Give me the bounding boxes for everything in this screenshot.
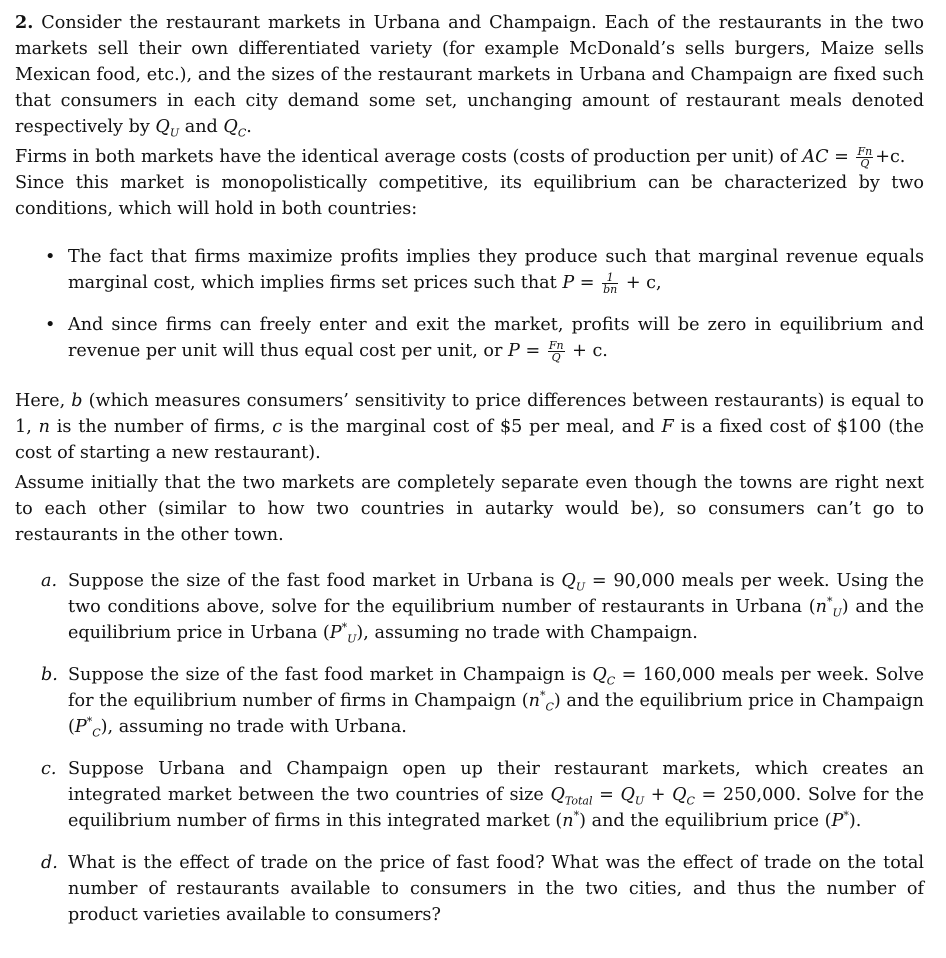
cost-paragraph: Firms in both markets have the identical average costs (costs of production per unit) of AC = $\frac{Fn}{Q}$ +c. Since this market is monopolistically competitive, its equilibrium can be characterized by two conditions, which will hold in both countries: (15, 144, 924, 219)
condition-item: • The fact that firms maximize profits implies they produce such that marginal revenue equals marginal cost, which implies firms set prices such that P = $\frac{1}{bn}$ + c, (15, 244, 924, 296)
question-parts (15, 568, 924, 928)
conditions-list (15, 244, 924, 364)
ac-symbol: AC (802, 147, 829, 167)
zero-profit-fraction: $\frac{Fn}{Q}$ (548, 338, 564, 364)
bullet-icon: • (45, 247, 56, 267)
question-part-d: d. What is the effect of trade on the price of fast food? What was the effect of trade on the total number of restaurants available to consumers in the two cities, and thus the number of product varieties available to consumers? (41, 853, 924, 925)
question-part-b: b. Suppose the size of the fast food market in Champaign is $Q_C = 160,000$ meals per week. Solve for the equilibrium number of firms in Champaign $(n^*_C)$ and the equilibrium price in Champaign $(P^*_C)$, assuming no trade with Urbana. (41, 665, 924, 740)
equilibrium-text: Since this market is monopolistically competitive, its equilibrium can be characterized by two conditions, which will hold in both countries: (15, 173, 924, 219)
average-cost-fraction: $\frac{Fn}{Q}$ (857, 144, 873, 170)
problem-intro: 2. Consider the restaurant markets in Urbana and Champaign. Each of the restaurants in the two markets sell their own differentiated variety (for example McDonald’s sells burgers, Maize sells Mexican food, etc.), and the sizes of the restaurant markets in Urbana and Champaign are fixed such that consumers in each city demand some set, unchanging amount of restaurant meals denoted respectively by $Q_U$ and $Q_C$. (15, 12, 924, 140)
markup-fraction: $\frac{1}{bn}$ (603, 270, 618, 296)
question-part-c: c. Suppose Urbana and Champaign open up their restaurant markets, which creates an integrated market between the two countries of size $Q_{Total} = Q_U + Q_C = 250,000$. Solve for the equilibrium number of firms in this integrated market (n*) and the equilibrium price (P*). (41, 759, 924, 831)
intro-text: Consider the restaurant markets in Urbana and Champaign. Each of the restaurants in the two markets sell their own differentiated variety (for example McDonald’s sells burgers, Maize sells Mexican food, etc.), and the sizes of the restaurant markets in Urbana and Champaign are fixed such that consumers in each city demand some set, unchanging amount of restaurant meals denoted respectively by (15, 13, 924, 137)
condition-item: • And since firms can freely enter and exit the market, profits will be zero in equilibrium and revenue per unit will thus equal cost per unit, or P = $\frac{Fn}{Q}$ + c. (15, 312, 924, 364)
question-part-a: a. Suppose the size of the fast food market in Urbana is $Q_U = 90,000$ meals per week. Using the two conditions above, solve for the equilibrium number of restaurants in Urbana $(n^*_U)$ and the equilibrium price in Urbana $(P^*_U)$, assuming no trade with Champaign. (41, 571, 924, 646)
parameters-paragraph: Here, b (which measures consumers’ sensitivity to price differences between restaurants) is equal to 1, n is the number of firms, c is the marginal cost of $5 per meal, and F is a fixed cost of $100 (the cost of starting a new restaurant). (15, 391, 925, 463)
problem-number: 2. (15, 12, 34, 33)
assumption-paragraph: Assume initially that the two markets are completely separate even though the towns are right next to each other (similar to how two countries in autarky would be), so consumers can’t go to restaurants in the other town. (15, 473, 924, 545)
bullet-icon: • (45, 315, 56, 335)
